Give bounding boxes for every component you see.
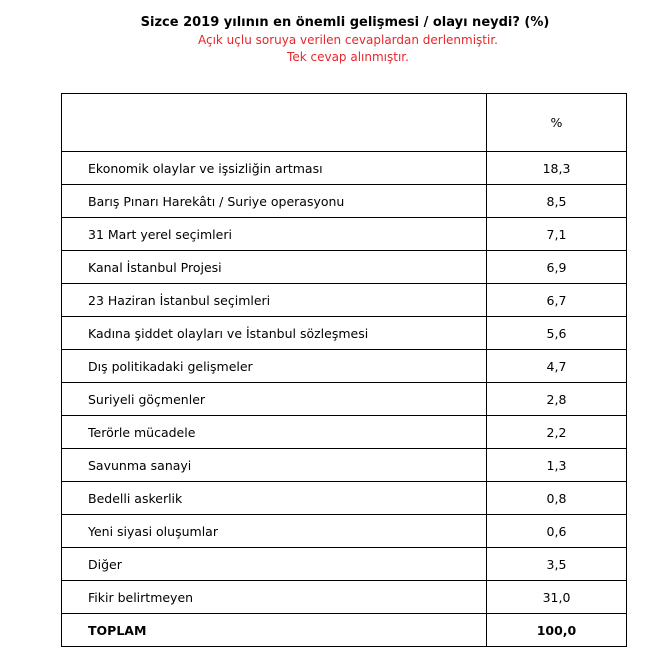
row-value: 6,7 (487, 284, 627, 317)
table-row (62, 548, 627, 581)
header-percent-cell: % (487, 94, 627, 152)
document-header (0, 14, 668, 66)
row-label: Yeni siyasi oluşumlar (62, 515, 487, 548)
row-value: 31,0 (487, 581, 627, 614)
row-value: 8,5 (487, 185, 627, 218)
total-value: 100,0 (487, 614, 627, 647)
header-label-cell (62, 94, 487, 152)
table-row (62, 284, 627, 317)
row-label: Ekonomik olaylar ve işsizliğin artması (62, 152, 487, 185)
row-label: Diğer (62, 548, 487, 581)
total-label: TOPLAM (62, 614, 487, 647)
row-label: Barış Pınarı Harekâtı / Suriye operasyonu (62, 185, 487, 218)
row-label: Kanal İstanbul Projesi (62, 251, 487, 284)
table-row (62, 482, 627, 515)
row-label: 31 Mart yerel seçimleri (62, 218, 487, 251)
row-label: Kadına şiddet olayları ve İstanbul sözleşmesi (62, 317, 487, 350)
row-value: 18,3 (487, 152, 627, 185)
table-header-row (62, 94, 627, 152)
table-row (62, 251, 627, 284)
table-row (62, 152, 627, 185)
row-value: 0,8 (487, 482, 627, 515)
table-row (62, 416, 627, 449)
table-row (62, 449, 627, 482)
row-label: Suriyeli göçmenler (62, 383, 487, 416)
table-row (62, 317, 627, 350)
method-note-line-1: Açık uçlu soruya verilen cevaplardan derlenmiştir. (197, 33, 498, 47)
row-value: 6,9 (487, 251, 627, 284)
row-label: 23 Haziran İstanbul seçimleri (62, 284, 487, 317)
row-label: Bedelli askerlik (62, 482, 487, 515)
row-value: 1,3 (487, 449, 627, 482)
row-value: 2,2 (487, 416, 627, 449)
table-row (62, 383, 627, 416)
table-row (62, 515, 627, 548)
table-row (62, 581, 627, 614)
row-value: 0,6 (487, 515, 627, 548)
results-table (61, 93, 627, 647)
row-value: 3,5 (487, 548, 627, 581)
row-value: 2,8 (487, 383, 627, 416)
row-label: Savunma sanayi (62, 449, 487, 482)
row-value: 7,1 (487, 218, 627, 251)
row-label: Terörle mücadele (62, 416, 487, 449)
row-label: Dış politikadaki gelişmeler (62, 350, 487, 383)
table-row (62, 350, 627, 383)
total-row (62, 614, 627, 647)
row-value: 4,7 (487, 350, 627, 383)
row-value: 5,6 (487, 317, 627, 350)
table-row (62, 185, 627, 218)
page-title: Sizce 2019 yılının en önemli gelişmesi / olayı neydi? (%) (140, 15, 550, 30)
method-note-line-2: Tek cevap alınmıştır. (287, 50, 409, 64)
table-row (62, 218, 627, 251)
row-label: Fikir belirtmeyen (62, 581, 487, 614)
